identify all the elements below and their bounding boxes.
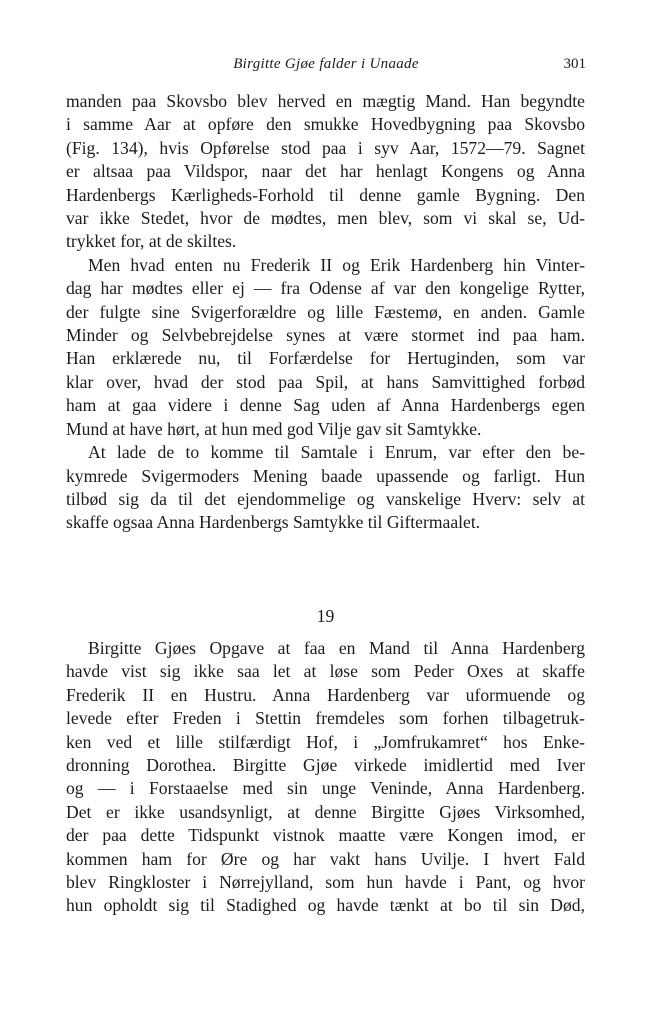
text-line: tilbød sig da til det ejendommelige og vanskelige Hverv: selv at (66, 488, 585, 509)
text-line: er altsaa paa Vildspor, naar det har henlagt Kongens og Anna (66, 161, 585, 182)
page-header (66, 56, 586, 76)
body-text-block-1 (66, 90, 585, 535)
text-line: trykket for, at de skiltes. (66, 231, 237, 252)
text-line: Hardenbergs Kærligheds-Forhold til denne gamle Bygning. Den (66, 184, 585, 205)
text-line: der paa dette Tidspunkt vistnok maatte være Kongen imod, er (66, 825, 585, 846)
text-line: var ikke Stedet, hvor de mødtes, men blev, som vi skal se, Ud- (66, 208, 585, 229)
text-line: levede efter Freden i Stettin fremdeles som forhen tilbagetruk- (66, 708, 585, 729)
text-line: Men hvad enten nu Frederik II og Erik Hardenberg hin Vinter- (88, 254, 585, 275)
text-line: dronning Dorothea. Birgitte Gjøe virkede imidlertid med Iver (66, 755, 585, 776)
body-text-block-2 (66, 637, 585, 918)
text-line: Minder og Selvbebrejdelse synes at være stormet ind paa ham. (66, 325, 585, 346)
text-line: Frederik II en Hustru. Anna Hardenberg var uformuende og (66, 684, 585, 705)
text-line: hun opholdt sig til Stadighed og havde tænkt at bo til sin Død, (66, 895, 585, 916)
text-line: og — i Forstaaelse med sin unge Veninde, Anna Hardenberg. (66, 778, 585, 799)
text-line: kymrede Svigermoders Mening baade upassende og farligt. Hun (66, 465, 585, 486)
text-line: klar over, hvad der stod paa Spil, at hans Samvittighed forbød (66, 371, 585, 392)
text-line: i samme Aar at opføre den smukke Hovedbygning paa Skovsbo (66, 114, 585, 135)
text-line: dag har mødtes eller ej — fra Odense af var den kongelige Rytter, (66, 278, 585, 299)
text-line: skaffe ogsaa Anna Hardenbergs Samtykke til Giftermaalet. (66, 512, 481, 533)
text-line: manden paa Skovsbo blev herved en mægtig Mand. Han begyndte (66, 91, 585, 111)
text-line: der fulgte sine Svigerforældre og lille Fæstemø, en anden. Gamle (66, 301, 585, 322)
running-title: Birgitte Gjøe falder i Unaade (233, 56, 419, 72)
text-line: havde vist sig ikke saa let at løse som Peder Oxes at skaffe (66, 661, 585, 682)
text-line: Han erklærede nu, til Forfærdelse for Hertuginden, som var (66, 348, 585, 369)
text-line: Det er ikke usandsynligt, at denne Birgitte Gjøes Virksomhed, (66, 801, 585, 822)
text-line: Mund at have hørt, at hun med god Vilje gav sit Samtykke. (66, 418, 482, 439)
text-line: ham at gaa videre i denne Sag uden af Anna Hardenbergs egen (66, 395, 585, 416)
section-number: 19 (316, 606, 335, 626)
text-line: blev Ringkloster i Nørrejylland, som hun havde i Pant, og hvor (66, 872, 585, 893)
text-line: At lade de to komme til Samtale i Enrum, var efter den be- (88, 442, 585, 463)
page-number: 301 (563, 56, 586, 72)
text-line: kommen ham for Øre og har vakt hans Uvilje. I hvert Fald (66, 848, 585, 869)
text-line: ken ved et lille stilfærdigt Hof, i „Jomfrukamret“ hos Enke- (66, 731, 585, 752)
text-line: Birgitte Gjøes Opgave at faa en Mand til Anna Hardenberg (88, 638, 585, 658)
text-line: (Fig. 134), hvis Opførelse stod paa i syv Aar, 1572—79. Sagnet (66, 137, 585, 158)
